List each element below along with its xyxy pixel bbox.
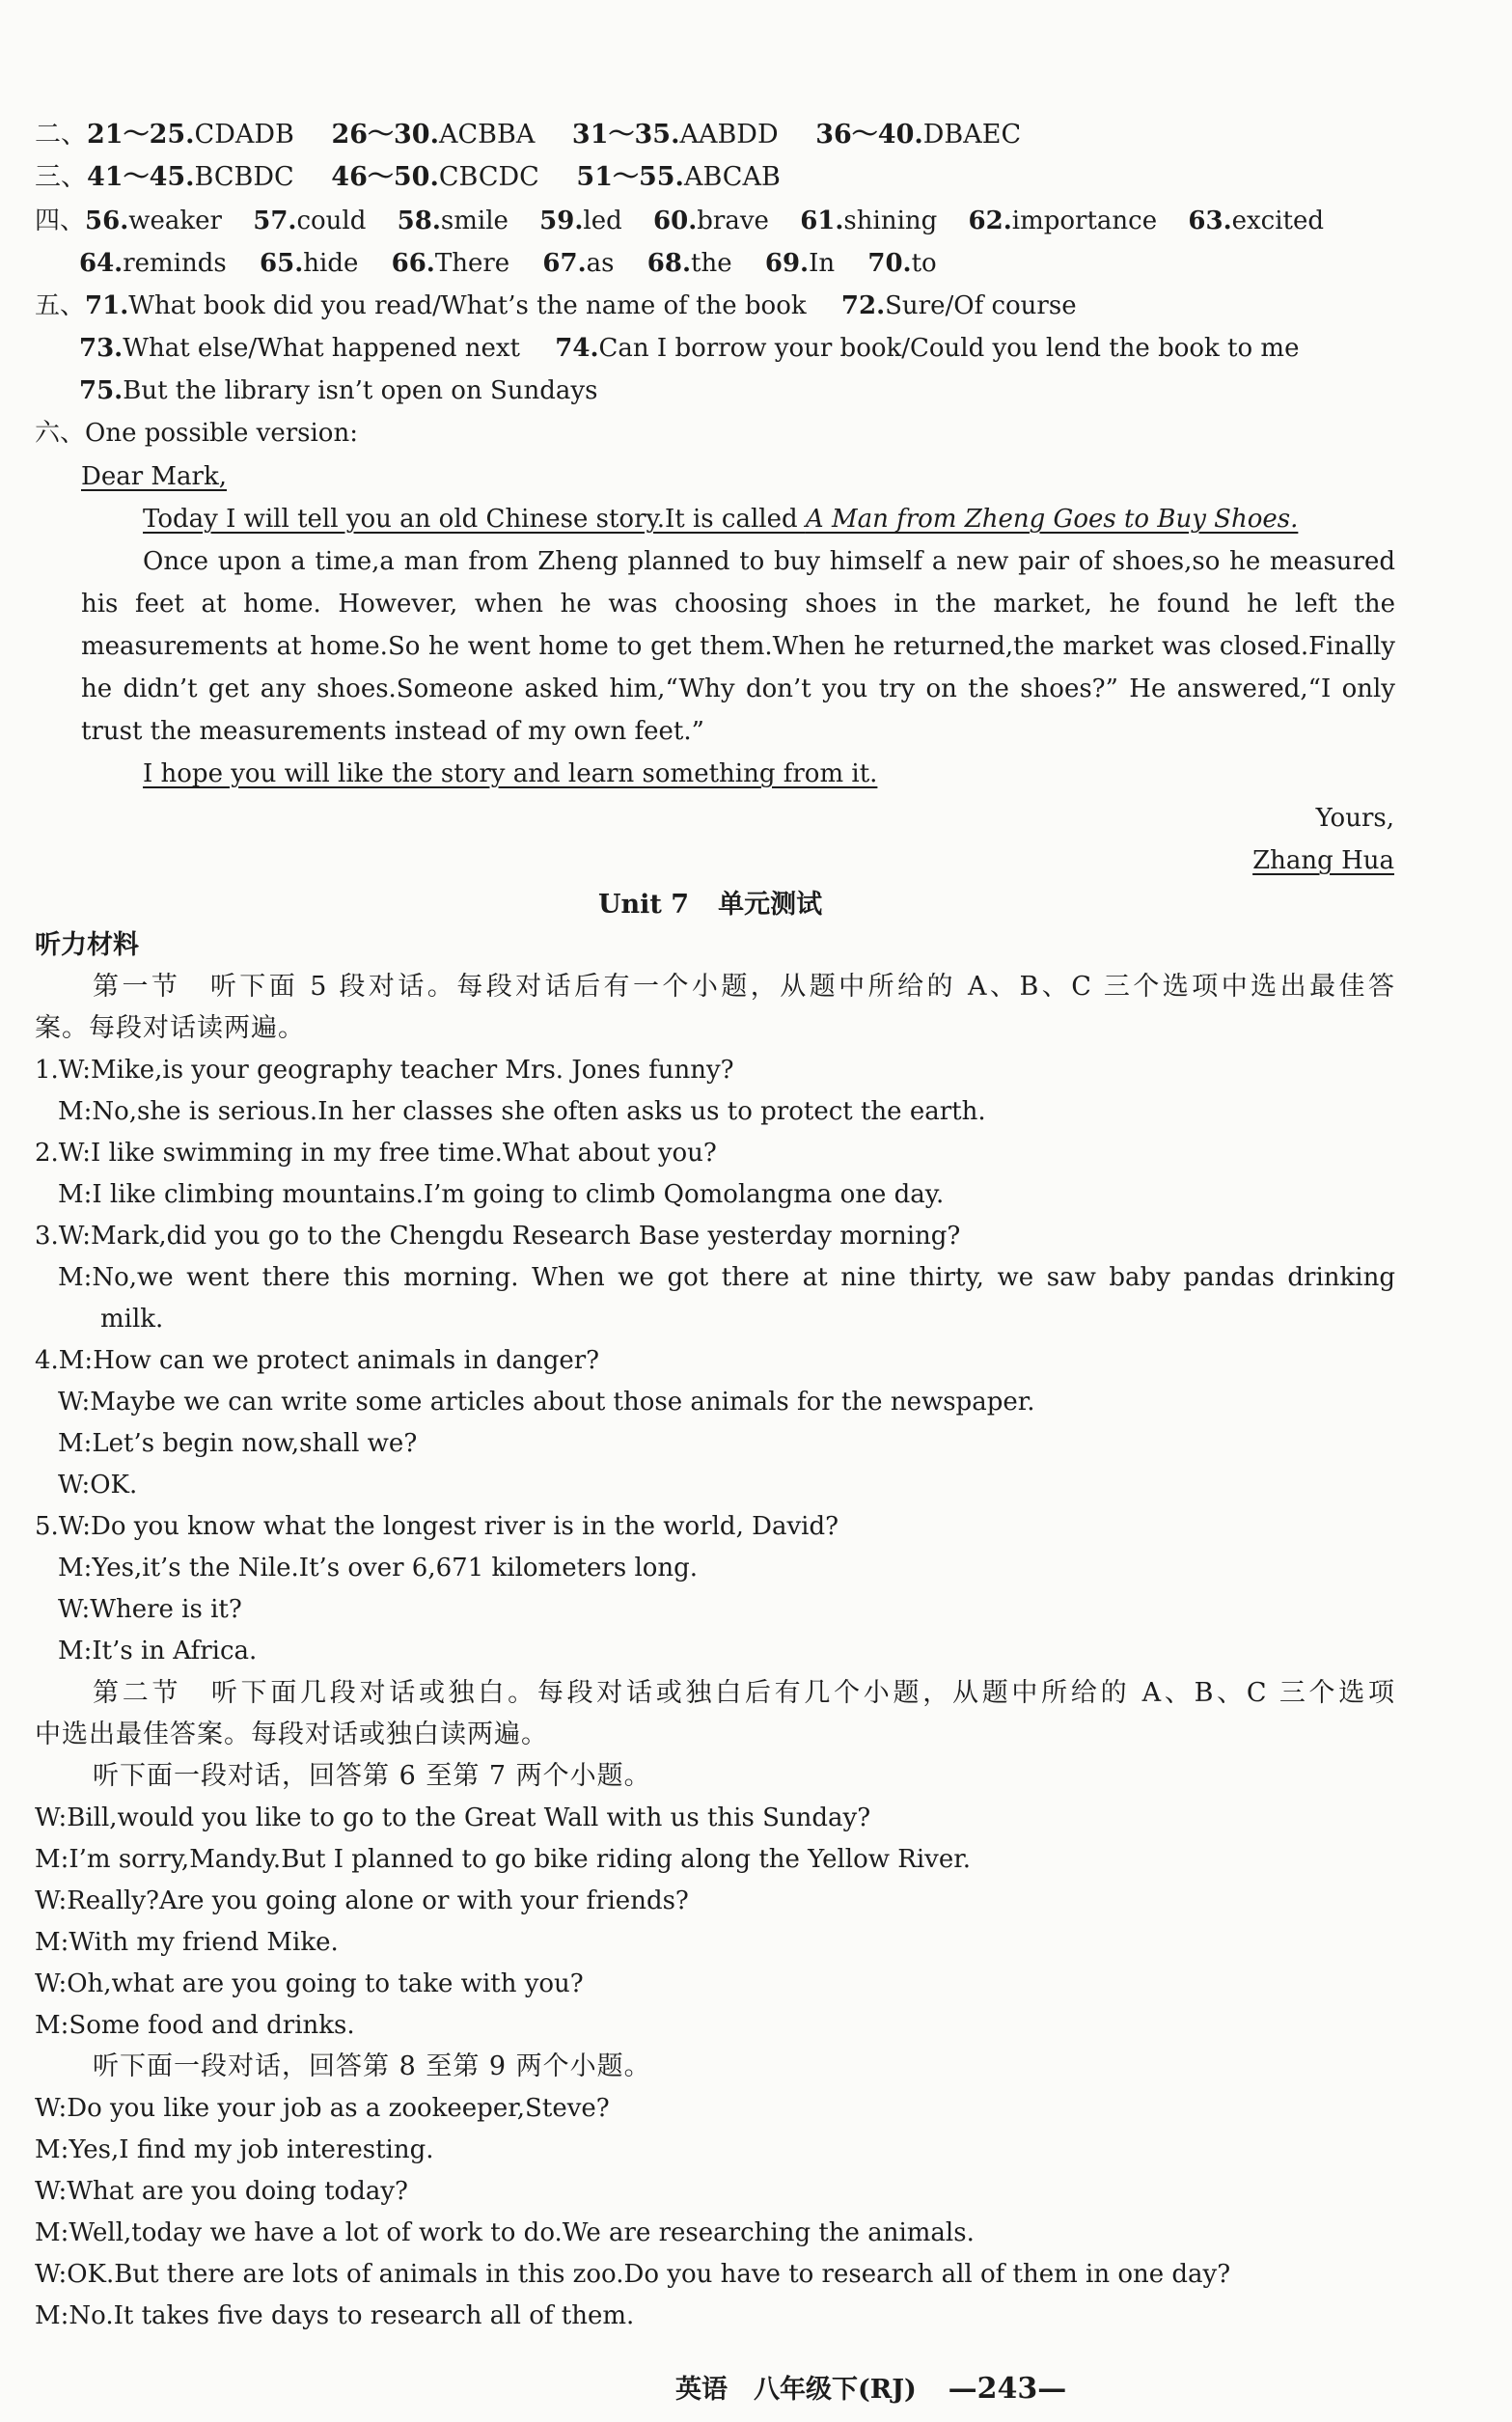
answer-word: importance [1011, 206, 1158, 235]
dialogue-5-woman-2: W:Where is it? [58, 1595, 242, 1624]
answer-number: 65. [260, 249, 304, 278]
answer-sentence: What else/What happened next [123, 334, 520, 363]
dialogue-5-man-2: M:It’s in Africa. [58, 1637, 258, 1665]
answer-range: 51～55. [576, 162, 684, 192]
answer-keys: CBCDC [438, 162, 539, 192]
letter-paragraph-2-line-2: his feet at home. However, when he was choosing shoes in the market, he found he left the [81, 590, 1395, 619]
unit-number: Unit 7 [598, 890, 690, 920]
answer-range: 26～30. [331, 120, 439, 150]
answer-number: 62. [968, 206, 1012, 235]
answer-number: 74. [555, 334, 599, 363]
answer-sentence: But the library isn’t open on Sundays [123, 376, 598, 405]
conversation-2-line-3: W:What are you doing today? [35, 2177, 408, 2206]
answer-number: 57. [253, 206, 297, 235]
answer-number: 73. [79, 334, 124, 363]
dialogue-3-man-line-1: M:No,we went there this morning. When we got there at nine thirty, we saw baby pandas drinking [58, 1263, 1395, 1292]
conversation-2-line-5: W:OK.But there are lots of animals in this zoo.Do you have to research all of them in one day? [35, 2260, 1231, 2289]
answer-range: 36～40. [815, 120, 923, 150]
story-title: A Man from Zheng Goes to Buy Shoes. [805, 505, 1299, 534]
writing-intro-text: One possible version: [85, 419, 358, 448]
answer-keys: DBAEC [922, 120, 1022, 150]
dialogue-5-man-1: M:Yes,it’s the Nile.It’s over 6,671 kilometers long. [58, 1554, 699, 1583]
dialogue-3-woman: 3.W:Mark,did you go to the Chengdu Research Base yesterday morning? [35, 1222, 961, 1251]
section-label: 五、 [35, 291, 86, 320]
answers-section-4-line-2 [79, 246, 937, 281]
letter-paragraph-2-line-1: Once upon a time,a man from Zheng planned to buy himself a new pair of shoes,so he measured [143, 547, 1395, 576]
section-label: 六、 [35, 419, 86, 448]
conversation-2-line-2: M:Yes,I find my job interesting. [35, 2135, 434, 2164]
answer-number: 70. [867, 249, 912, 278]
answers-section-5-line-1 [35, 289, 1077, 323]
conversation-2-intro: 听下面一段对话，回答第 8 至第 9 两个小题。 [93, 2051, 651, 2081]
dialogue-2-man: M:I like climbing mountains.I’m going to climb Qomolangma one day. [58, 1180, 945, 1209]
section-label: 四、 [35, 206, 86, 235]
unit-subtitle: 单元测试 [718, 890, 823, 920]
answer-keys: AABDD [679, 120, 779, 150]
section-2-instructions-line-1: 第二节 听下面几段对话或独白。每段对话或独白后有几个小题，从题中所给的 A、B、C 三个选项 [93, 1678, 1395, 1708]
answer-number: 56. [85, 206, 129, 235]
conversation-1-line-4: M:With my friend Mike. [35, 1928, 339, 1957]
letter-salutation: Dear Mark, [81, 462, 227, 491]
conversation-1-line-3: W:Really?Are you going alone or with your friends? [35, 1886, 689, 1915]
answer-number: 71. [85, 291, 129, 320]
writing-intro [35, 416, 358, 451]
answer-keys: ABCAB [683, 162, 781, 192]
answer-word: smile [440, 206, 509, 235]
answer-number: 67. [542, 249, 587, 278]
dialogue-4-woman-2: W:OK. [58, 1471, 138, 1500]
dialogue-4-woman-1: W:Maybe we can write some articles about those animals for the newspaper. [58, 1388, 1035, 1417]
dialogue-4-man-1: 4.M:How can we protect animals in danger? [35, 1346, 600, 1375]
dialogue-2-woman: 2.W:I like swimming in my free time.What about you? [35, 1139, 717, 1168]
answer-word: led [583, 206, 622, 235]
answer-number: 64. [79, 249, 124, 278]
section-label: 二、 [35, 120, 87, 150]
answer-word: reminds [123, 249, 227, 278]
answer-word: to [911, 249, 937, 278]
letter-paragraph-2-line-4: he didn’t get any shoes.Someone asked him,“Why don’t you try on the shoes?” He answered,“I only [81, 674, 1395, 703]
answer-number: 61. [800, 206, 844, 235]
letter-paragraph-1 [143, 502, 1298, 537]
page-number: —243— [948, 2372, 1067, 2406]
letter-paragraph-3: I hope you will like the story and learn something from it. [143, 759, 878, 788]
answer-word: In [809, 249, 836, 278]
answer-number: 60. [653, 206, 698, 235]
answer-word: shining [843, 206, 938, 235]
answers-section-4-line-1 [35, 204, 1324, 238]
dialogue-3-man-line-2: milk. [100, 1305, 164, 1334]
page-footer [675, 2368, 1066, 2406]
section-2-instructions-line-2: 中选出最佳答案。每段对话或独白读两遍。 [35, 1720, 548, 1749]
footer-subject: 英语 八年级下(RJ) [675, 2375, 917, 2405]
answer-range: 21～25. [87, 120, 195, 150]
answer-keys: BCBDC [194, 162, 294, 192]
dialogue-4-man-2: M:Let’s begin now,shall we? [58, 1429, 418, 1458]
answer-word: the [691, 249, 732, 278]
answer-keys: CDADB [194, 120, 294, 150]
conversation-2-line-6: M:No.It takes five days to research all of them. [35, 2301, 635, 2330]
conversation-2-line-4: M:Well,today we have a lot of work to do.We are researching the animals. [35, 2218, 975, 2247]
answers-section-5-line-2 [79, 331, 1299, 366]
section-label: 三、 [35, 162, 87, 192]
answer-number: 59. [539, 206, 584, 235]
answer-number: 72. [840, 291, 886, 320]
answer-sentence: Can I borrow your book/Could you lend the book to me [598, 334, 1300, 363]
answer-range: 31～35. [571, 120, 680, 150]
letter-closing: Yours, [1315, 804, 1394, 833]
answer-word: as [586, 249, 615, 278]
letter-signature: Zhang Hua [1252, 846, 1394, 875]
conversation-1-line-1: W:Bill,would you like to go to the Great Wall with us this Sunday? [35, 1803, 871, 1832]
answer-number: 75. [79, 376, 124, 405]
answer-word: brave [697, 206, 769, 235]
dialogue-1-man: M:No,she is serious.In her classes she often asks us to protect the earth. [58, 1097, 986, 1126]
answer-number: 69. [764, 249, 810, 278]
section-1-instructions-line-1: 第一节 听下面 5 段对话。每段对话后有一个小题，从题中所给的 A、B、C 三个选项中选出最佳答 [93, 972, 1395, 1002]
answer-word: There [434, 249, 510, 278]
conversation-1-line-5: W:Oh,what are you going to take with you? [35, 1969, 584, 1998]
answer-sentence: Sure/Of course [885, 291, 1077, 320]
answer-word: excited [1231, 206, 1325, 235]
answer-word: hide [303, 249, 359, 278]
answer-number: 68. [646, 249, 691, 278]
section-1-instructions-line-2: 案。每段对话读两遍。 [35, 1013, 305, 1043]
answer-range: 41～45. [87, 162, 195, 192]
conversation-1-line-6: M:Some food and drinks. [35, 2011, 355, 2040]
answer-sentence: What book did you read/What’s the name of the book [128, 291, 807, 320]
answers-section-2 [35, 118, 1021, 152]
dialogue-5-woman-1: 5.W:Do you know what the longest river is in the world, David? [35, 1512, 839, 1541]
answer-number: 63. [1188, 206, 1232, 235]
answer-number: 66. [391, 249, 435, 278]
paragraph-text: Today I will tell you an old Chinese story.It is called [143, 505, 806, 534]
answers-section-5-line-3 [79, 373, 597, 408]
letter-paragraph-2-line-5: trust the measurements instead of my own feet.” [81, 717, 704, 746]
answer-keys: ACBBA [438, 120, 536, 150]
answer-number: 58. [397, 206, 441, 235]
answer-word: weaker [128, 206, 222, 235]
answer-range: 46～50. [331, 162, 439, 192]
conversation-1-line-2: M:I’m sorry,Mandy.But I planned to go bike riding along the Yellow River. [35, 1845, 972, 1874]
dialogue-1-woman: 1.W:Mike,is your geography teacher Mrs. Jones funny? [35, 1056, 734, 1085]
conversation-2-line-1: W:Do you like your job as a zookeeper,Steve? [35, 2094, 610, 2123]
conversation-1-intro: 听下面一段对话，回答第 6 至第 7 两个小题。 [93, 1761, 651, 1791]
answers-section-3 [35, 160, 781, 195]
unit-title [598, 888, 822, 922]
answer-word: could [296, 206, 367, 235]
listening-heading: 听力材料 [35, 930, 139, 960]
letter-paragraph-2-line-3: measurements at home.So he went home to get them.When he returned,the market was closed.Finally [81, 632, 1395, 661]
